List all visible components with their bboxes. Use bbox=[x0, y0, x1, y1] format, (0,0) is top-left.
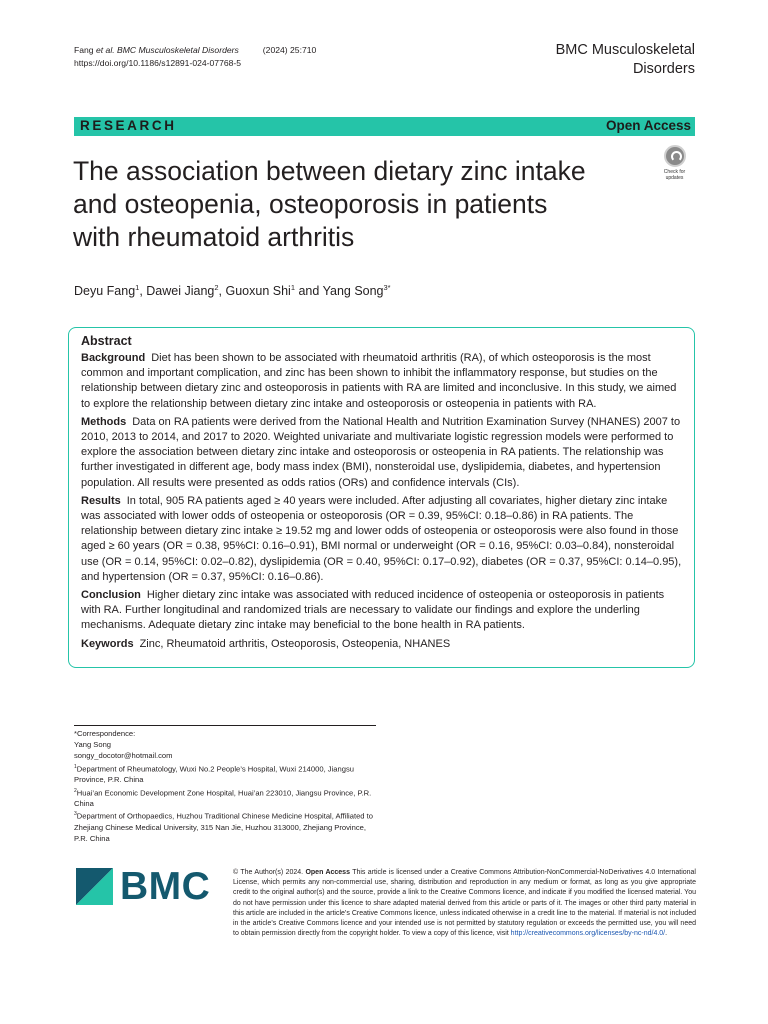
abstract-background bbox=[81, 351, 682, 412]
background-label: Background bbox=[81, 352, 146, 364]
article-title bbox=[73, 155, 633, 254]
citation-etal: et al. bbox=[95, 45, 115, 55]
citation-year: (2024) 25:710 bbox=[262, 45, 317, 55]
conclusion-text: Higher dietary zinc intake was associated with reduced incidence of osteopenia or osteoporosis in patients with RA. Further longitudinal and randomized trials are necessary to validate our findings and explore the underling mechanisms. Adequate dietary zinc intake may beneficial to the bone health in RA patients. bbox=[81, 589, 665, 632]
abstract-conclusion bbox=[81, 588, 682, 634]
abstract-keywords bbox=[81, 637, 682, 652]
author-separator: and bbox=[295, 284, 323, 299]
affiliation-2: $^2$Huai’an Economic Development Zone Hospital, Huai’an 223010, Jiangsu Province, P.R. China bbox=[74, 787, 372, 809]
citation-journal: BMC Musculoskeletal Disorders bbox=[114, 45, 239, 55]
citation-line bbox=[74, 44, 316, 57]
license-text bbox=[233, 868, 696, 939]
affiliation-1: $^1$Department of Rheumatology, Wuxi No.2 People’s Hospital, Wuxi 214000, Jiangsu Province, P.R. China bbox=[74, 763, 354, 785]
author-name[interactable]: Deyu Fang bbox=[74, 284, 136, 299]
author-separator: , bbox=[139, 284, 147, 299]
journal-name-line1: BMC Musculoskeletal bbox=[555, 42, 695, 58]
keywords-text: Zinc, Rheumatoid arthritis, Osteoporosis, Osteopenia, NHANES bbox=[139, 637, 451, 650]
author-affiliation-sup: 2 bbox=[214, 283, 219, 292]
article-type-banner bbox=[74, 117, 695, 136]
abstract-heading: Abstract bbox=[81, 334, 132, 348]
results-label: Results bbox=[81, 494, 121, 507]
license-link[interactable]: http://creativecommons.org/licenses/by-nc-nd/4.0/ bbox=[510, 930, 666, 938]
check-for-updates-icon bbox=[664, 145, 686, 167]
bmc-logo-text: BMC bbox=[120, 865, 211, 908]
check-for-updates-button[interactable] bbox=[655, 143, 694, 183]
doi-link[interactable]: https://doi.org/10.1186/s12891-024-07768-5 bbox=[74, 58, 242, 68]
license-body: This article is licensed under a Creative Commons Attribution-NonCommercial-NoDerivatives 4.0 International License, which permits any non-commercial use, sharing, distribution and reproduction in any medium or format, as long as you give appropriate credit to the original author(s) and the source, provide a link to the Creative Commons licence, and indicate if you modified the licensed material. You do not have permission under this licence to share adapted material derived from this article or parts of it. The images or other third party material in this article are included in the article’s Creative Commons licence, unless indicated otherwise in a credit line to the material. If material is not included in the article’s Creative Commons licence and your intended use is not permitted by statutory regulation or exceeds the permitted use, you will need to obtain permission directly from the copyright holder. To view a copy of this licence, visit bbox=[233, 869, 696, 938]
author-affiliation-sup: 1 bbox=[290, 283, 295, 292]
author-name[interactable]: Guoxun Shi bbox=[225, 284, 291, 299]
title-line-1: The association between dietary zinc intake bbox=[73, 156, 586, 186]
check-for-updates-label: Check for updates bbox=[663, 169, 686, 181]
correspondence-email[interactable]: songy_docotor@hotmail.com bbox=[74, 751, 173, 761]
license-open-access: Open Access bbox=[305, 869, 350, 876]
results-text: In total, 905 RA patients aged ≥ 40 years were included. After adjusting all covariates, higher dietary zinc intake was associated with lower odds of osteopenia or osteoporosis (OR = 0.39, 95%CI: 0.18–0.86) in RA patients. The relationship between dietary zinc intake ≥ 19.52 mg and lower odds of osteopenia or osteoporosis were also found in those aged ≥ 60 years (OR = 0.38, 95%CI: 0.16–0.91), BMI normal or underweight (OR = 0.16, 95%CI: 0.03–0.84), nonsteroidal use (OR = 0.14, 95%CI: 0.02–0.82), dyslipidemia (OR = 0.40, 95%CI: 0.17–0.92), diabetes (OR = 0.37, 95%CI: 0.14–0.95), and hypertension (OR = 0.37, 95%CI: 0.16–0.86). bbox=[81, 494, 682, 583]
bmc-logo-icon bbox=[76, 868, 113, 905]
citation-block bbox=[74, 44, 316, 70]
title-line-3: with rheumatoid arthritis bbox=[73, 222, 355, 252]
author-name[interactable]: Dawei Jiang bbox=[146, 284, 215, 299]
abstract-box bbox=[68, 327, 695, 668]
footnote-divider bbox=[74, 725, 376, 726]
copyright: © The Author(s) 2024. bbox=[233, 869, 306, 876]
correspondence-name: Yang Song bbox=[74, 740, 112, 750]
abstract-results bbox=[81, 494, 682, 585]
journal-name bbox=[556, 41, 695, 79]
author-name[interactable]: Yang Song bbox=[322, 284, 384, 299]
conclusion-label: Conclusion bbox=[81, 589, 141, 602]
author-list bbox=[74, 283, 391, 298]
abstract-methods bbox=[81, 415, 682, 491]
article-type-label: RESEARCH bbox=[80, 118, 177, 133]
bmc-logo bbox=[76, 865, 216, 908]
journal-name-line2: Disorders bbox=[632, 61, 695, 77]
title-line-2: and osteopenia, osteoporosis in patients bbox=[73, 189, 548, 219]
methods-label: Methods bbox=[81, 415, 127, 428]
footnotes bbox=[74, 728, 374, 845]
author-affiliation-sup: 1 bbox=[135, 283, 140, 292]
correspondence-label: *Correspondence: bbox=[74, 729, 136, 738]
keywords-label: Keywords bbox=[81, 637, 134, 650]
background-text: Diet has been shown to be associated with rheumatoid arthritis (RA), of which osteoporosis is the most common and important complication, and zinc has been shown to inhibit the inflammatory response, but studies on the relationship between dietary zinc and osteoporosis in patients with RA are limited and inconclusive. In this study, we aimed to explore the relationship between dietary zinc intake and osteoporosis or osteopenia in patients with RA. bbox=[81, 352, 677, 410]
affiliation-3: $^3$Department of Orthopaedics, Huzhou Traditional Chinese Medicine Hospital, Affiliated to Zhejiang Chinese Medical University, 315 Nan Jie, Huzhou 313000, Zhejiang Province, P.R. China bbox=[74, 811, 373, 844]
author-separator: , bbox=[218, 284, 226, 299]
citation-authors: Fang bbox=[74, 45, 96, 55]
author-affiliation-sup: 3* bbox=[383, 283, 391, 292]
methods-text: Data on RA patients were derived from the National Health and Nutrition Examination Survey (NHANES) 2007 to 2010, 2013 to 2014, and 2017 to 2020. Weighted univariate and multivariate logistic regression models were performed to explore the association between dietary zinc intake and osteoporosis or osteopenia in RA patients. The relationship was further investigated in different age, body mass index (BMI), nonsteroidal use, dyslipidemia, diabetes, and hypertension population. All results were presented as odds ratios (ORs) and confidence intervals (CIs). bbox=[81, 415, 681, 489]
open-access-label: Open Access bbox=[605, 118, 691, 133]
license-end: . bbox=[665, 930, 668, 938]
